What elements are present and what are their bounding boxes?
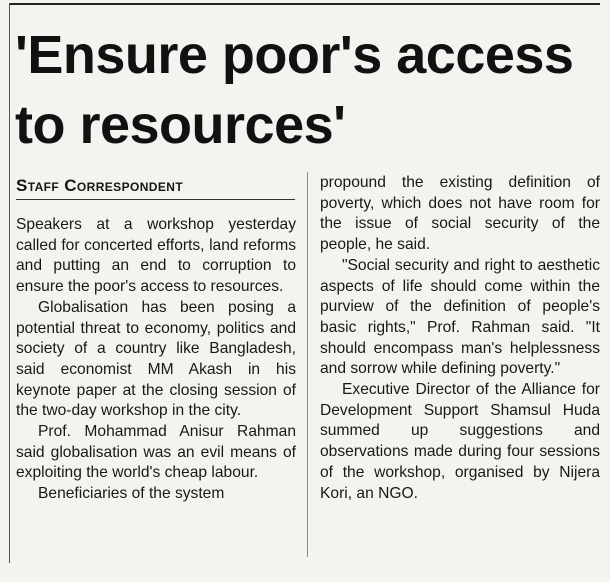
paragraph: Prof. Mohammad Anisur Rahman said globalisation was an evil means of exploiting the world's cheap labour. xyxy=(16,423,296,482)
paragraph: Globalisation has been posing a potential threat to economy, politics and society of a country like Bangladesh, said economist MM Akash in his keynote paper at the closing session of the two-day workshop in the city. xyxy=(16,298,296,420)
paragraph: Speakers at a workshop yesterday called for concerted efforts, land reforms and putting an end to corruption to ensure the poor's access to resources. xyxy=(16,216,296,296)
right-column xyxy=(320,173,600,561)
headline xyxy=(15,20,605,160)
left-column xyxy=(16,215,296,561)
paragraph: Beneficiaries of the system xyxy=(38,485,225,503)
top-rule xyxy=(10,3,600,5)
headline-line-1: 'Ensure poor's access xyxy=(15,25,574,85)
paragraph: propound the existing definition of poverty, which does not have room for the issue of social security of the people, he said. xyxy=(320,174,600,254)
byline: Staff Correspondent xyxy=(16,176,184,195)
paragraph: Executive Director of the Alliance for Development Support Shamsul Huda summed up suggestions and observations made during four sessions of the workshop, organised by Nijera Kori, an NGO. xyxy=(320,381,600,502)
column-divider xyxy=(307,172,308,557)
byline-rule xyxy=(16,199,295,200)
paragraph: "Social security and right to aesthetic aspects of life should come within the purview of the definition of people's basic rights," Prof. Rahman said. "It should encompass man's helplessness and sorrow while defining poverty." xyxy=(320,256,600,378)
left-rule xyxy=(9,3,10,563)
headline-line-2: to resources' xyxy=(15,95,346,155)
